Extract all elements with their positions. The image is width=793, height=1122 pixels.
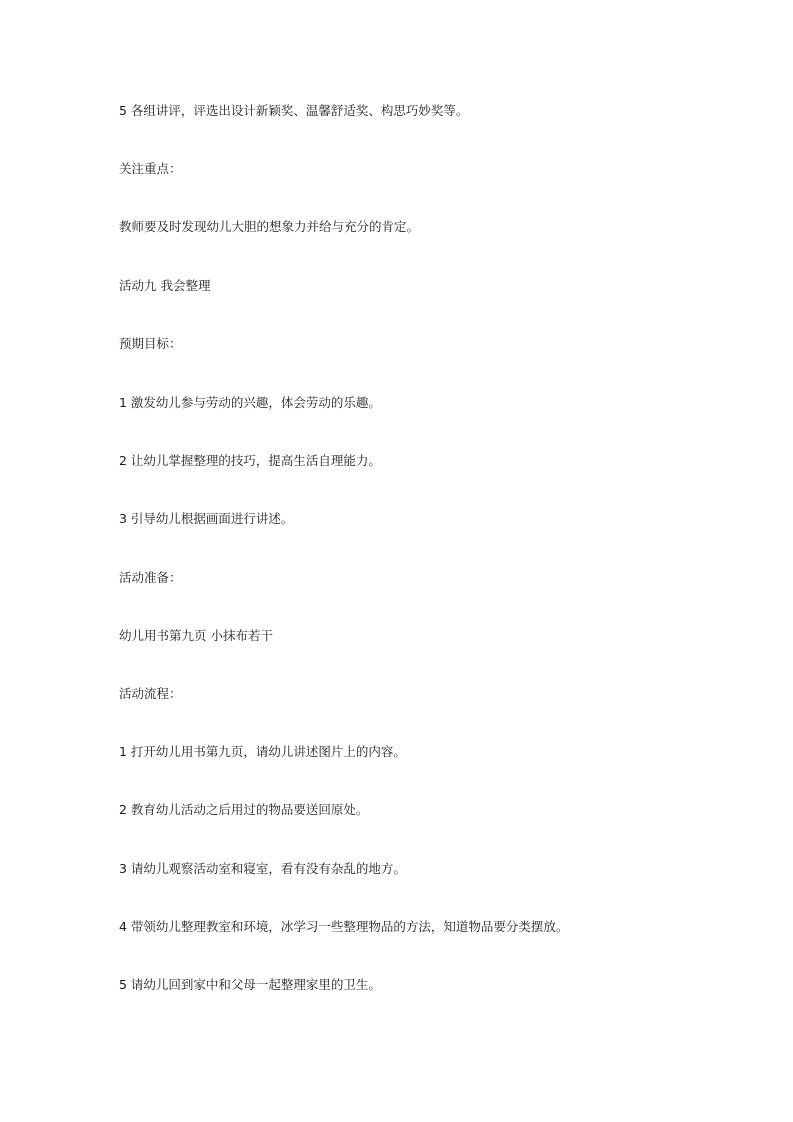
list-item: 2 让幼儿掌握整理的技巧，提高生活自理能力。 bbox=[119, 453, 381, 468]
list-item: 2 教育幼儿活动之后用过的物品要送回原处。 bbox=[119, 802, 369, 817]
section-heading: 活动准备： bbox=[119, 570, 182, 585]
list-item: 3 引导幼儿根据画面进行讲述。 bbox=[119, 511, 294, 526]
list-item: 3 请幼儿观察活动室和寝室，看有没有杂乱的地方。 bbox=[119, 861, 406, 876]
list-item: 4 带领幼儿整理教室和环境，冰学习一些整理物品的方法，知道物品要分类摆放。 bbox=[119, 919, 569, 934]
section-heading: 关注重点： bbox=[119, 161, 182, 176]
section-heading: 预期目标： bbox=[119, 336, 182, 351]
section-heading: 活动流程： bbox=[119, 686, 182, 701]
list-item: 5 请幼儿回到家中和父母一起整理家里的卫生。 bbox=[119, 977, 381, 992]
paragraph-line: 教师要及时发现幼儿大胆的想象力并给与充分的肯定。 bbox=[119, 219, 420, 234]
activity-title: 活动九 我会整理 bbox=[119, 278, 211, 293]
paragraph-line: 幼儿用书第九页 小抹布若干 bbox=[119, 628, 273, 643]
list-item: 1 打开幼儿用书第九页，请幼儿讲述图片上的内容。 bbox=[119, 744, 406, 759]
paragraph-line: 5 各组讲评，评选出设计新颖奖、温馨舒适奖、构思巧妙奖等。 bbox=[119, 103, 469, 118]
list-item: 1 激发幼儿参与劳动的兴趣，体会劳动的乐趣。 bbox=[119, 395, 381, 410]
